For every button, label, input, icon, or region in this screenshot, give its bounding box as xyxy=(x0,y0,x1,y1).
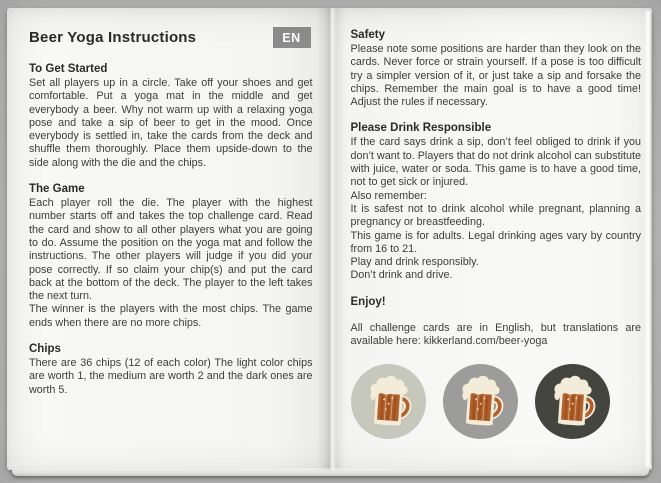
paragraph-also-remember: Also remember: xyxy=(350,189,427,202)
title-row xyxy=(29,27,313,48)
page-title: Beer Yoga Instructions xyxy=(29,29,197,46)
page-left xyxy=(7,8,330,470)
paragraph-the-game-2: The winner is the players with the most chips. The game ends when there are no more chips. xyxy=(29,303,313,329)
beer-mug-icon xyxy=(546,371,598,432)
section-heading-safety: Safety xyxy=(350,29,386,41)
chip-dark-icon xyxy=(535,364,610,439)
section-heading-to-get-started: To Get Started xyxy=(29,63,108,75)
paragraph-to-get-started: Set all players up in a circle. Take off your shoes and get comfortable. Put a yoga mat in the middle and get everybody a beer. Why not warm up with a relaxing yoga pose and take a sip of beer to get in the mood. Once everybody is settled in, take the cards from the deck and shuffle them thoroughly. Place them upside-down to the side along with the die and the chips. xyxy=(29,77,313,169)
beer-mug-icon xyxy=(454,371,506,432)
paragraph-play-responsibly: Play and drink responsibly. xyxy=(350,256,479,269)
section-heading-drink-responsible: Please Drink Responsible xyxy=(350,122,492,135)
paragraph-pregnancy-warning: It is safest not to drink alcohol while pregnant, planning a pregnancy or breastfeeding. xyxy=(350,202,641,229)
chip-light-icon xyxy=(351,364,426,439)
translations-note: All challenge cards are in English, but translations are available here: kikkerland.com/beer-yoga xyxy=(350,321,641,348)
section-heading-the-game: The Game xyxy=(29,183,85,196)
section-heading-chips: Chips xyxy=(29,343,61,356)
beer-mug-icon xyxy=(362,371,414,432)
booklet-spread xyxy=(7,8,652,470)
paragraph-drink-responsible-1: If the card says drink a sip, don’t feel obliged to drink if you don’t want to. Players that do not drink alcohol can substitute with juice, water or soda. This game is to have a good time, not to get sick or injured. xyxy=(350,136,641,189)
chip-icons-row xyxy=(351,364,642,439)
paragraph-the-game-1: Each player roll the die. The player with the highest number starts off and takes the top challenge card. Read the card and show to all other players what you are going to do. Assume the position on the yoga mat and follow the instructions. The other players will judge if you did your pose correctly. If so claim your chip(s) and put the card back at the bottom of the deck. The player to the left takes the next turn. xyxy=(29,197,313,303)
section-heading-enjoy: Enjoy! xyxy=(350,295,386,308)
language-badge: EN xyxy=(273,27,311,48)
paragraph-dont-drink-drive: Don’t drink and drive. xyxy=(350,269,453,282)
instruction-booklet xyxy=(7,8,652,470)
paragraph-legal-age: This game is for adults. Legal drinking ages vary by country from 16 to 21. xyxy=(350,229,641,255)
paragraph-chips: There are 36 chips (12 of each color) The light color chips are worth 1, the medium are worth 2 and the dark ones are worth 5. xyxy=(29,357,313,396)
page-right xyxy=(330,8,653,470)
paragraph-safety: Please note some positions are harder than they look on the cards. Never force or strain yourself. If a pose is too difficult try a simpler version of it, or just take a sip and forsake the chips. Remember the main goal is to have a good time! Adjust the rules if necessary. xyxy=(350,43,641,109)
chip-medium-icon xyxy=(443,364,518,439)
